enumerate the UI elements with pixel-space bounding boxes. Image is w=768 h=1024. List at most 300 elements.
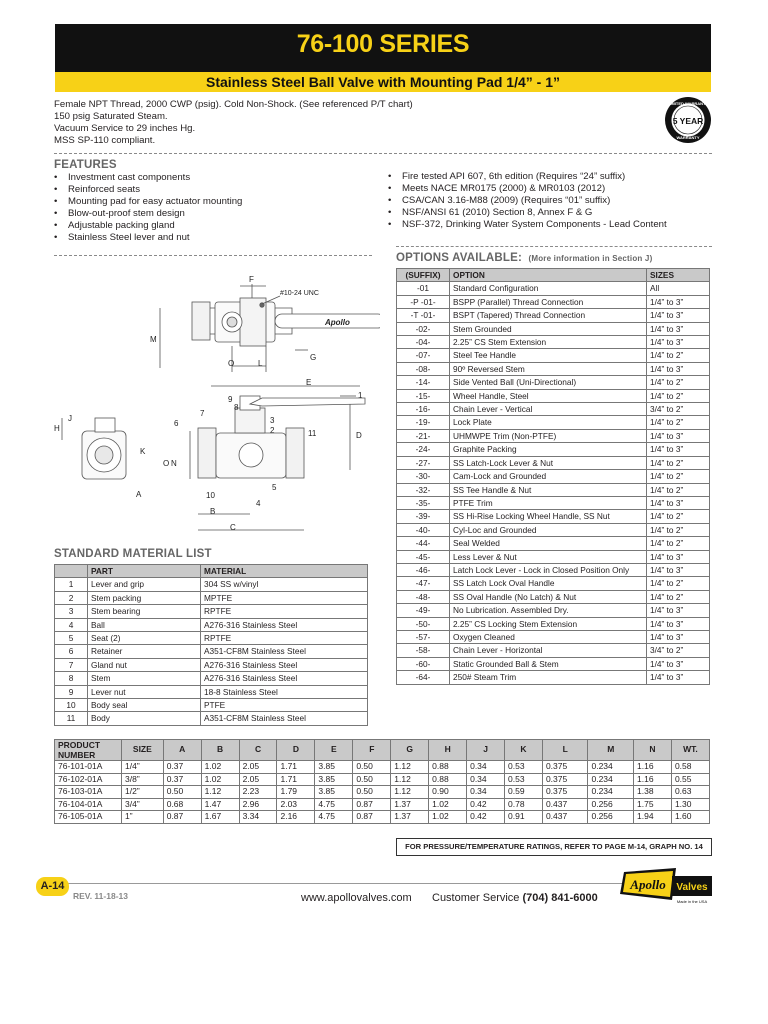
col-header: A (163, 740, 201, 761)
dimensions-header-row (55, 740, 710, 761)
option-cell: SS Latch-Lock Lever & Nut (450, 456, 647, 469)
sizes-cell: 1/4” to 2” (647, 456, 710, 469)
part-cell: Stem (88, 672, 201, 685)
dim-label-B: B (210, 507, 216, 516)
sizes-cell: 3/4” to 2” (647, 644, 710, 657)
list-item: • Fire tested API 607, 6th edition (Requires “24” suffix) (388, 171, 667, 183)
table-row (397, 282, 710, 295)
option-cell: UHMWPE Trim (Non-PTFE) (450, 429, 647, 442)
option-cell: Wheel Handle, Steel (450, 389, 647, 402)
sizes-cell: 1/4” to 2” (647, 510, 710, 523)
seal-bottom-text: WARRANTY (676, 135, 700, 140)
suffix-cell: -21- (397, 429, 450, 442)
material-cell: RPTFE (201, 605, 368, 618)
table-row (55, 672, 368, 685)
suffix-cell: -50- (397, 617, 450, 630)
sizes-cell: 1/4” to 2” (647, 483, 710, 496)
valve-front-view (198, 396, 365, 478)
dimension-cell: 1.02 (201, 761, 239, 774)
material-cell: A276-316 Stainless Steel (201, 658, 368, 671)
materials-table (54, 564, 368, 726)
sizes-cell: 1/4” to 3” (647, 443, 710, 456)
features-list-right (388, 171, 667, 231)
suffix-cell: -02- (397, 322, 450, 335)
suffix-cell: -07- (397, 349, 450, 362)
dimension-cell: 0.91 (505, 811, 543, 824)
part-number-cell: 11 (55, 712, 88, 725)
valve-side-view (82, 418, 126, 479)
col-header-material: MATERIAL (201, 565, 368, 578)
table-row (397, 429, 710, 442)
dimension-cell: 2.05 (239, 773, 277, 786)
sizes-cell: 1/4” to 3” (647, 671, 710, 684)
table-row (397, 349, 710, 362)
suffix-cell: -01 (397, 282, 450, 295)
dimension-cell: 0.42 (467, 811, 505, 824)
dimension-cell: 0.234 (588, 761, 634, 774)
sizes-cell: 1/4” to 3” (647, 563, 710, 576)
sizes-cell: 1/4” to 2” (647, 389, 710, 402)
part-cell: Body (88, 712, 201, 725)
table-row (55, 685, 368, 698)
dimension-cell: 0.34 (467, 786, 505, 799)
callout-1: 1 (358, 391, 363, 400)
dimension-cell: 3.34 (239, 811, 277, 824)
logo-suffix: Valves (676, 882, 708, 893)
sizes-cell: 1/4” to 2” (647, 523, 710, 536)
material-cell: A351-CF8M Stainless Steel (201, 645, 368, 658)
table-row (397, 416, 710, 429)
options-table-body (397, 282, 710, 684)
dim-label-D: D (356, 431, 362, 440)
dimension-cell: 0.256 (588, 798, 634, 811)
col-header: E (315, 740, 353, 761)
part-number-cell: 7 (55, 658, 88, 671)
sizes-cell: 1/4” to 3” (647, 295, 710, 308)
divider (54, 255, 372, 256)
suffix-cell: -30- (397, 470, 450, 483)
col-header: D (277, 740, 315, 761)
thread-label: #10-24 UNC (280, 290, 319, 297)
dimension-cell: 1.37 (391, 811, 429, 824)
material-cell: A351-CF8M Stainless Steel (201, 712, 368, 725)
table-row (397, 644, 710, 657)
dimension-cell: 1.60 (671, 811, 709, 824)
dimension-cell: 0.375 (542, 786, 588, 799)
callout-4: 4 (256, 499, 261, 508)
dimension-cell: 0.53 (505, 761, 543, 774)
sizes-cell: All (647, 282, 710, 295)
option-cell: 2.25” CS Locking Stem Extension (450, 617, 647, 630)
part-number-cell: 5 (55, 632, 88, 645)
dimension-cell: 1.12 (391, 761, 429, 774)
dim-label-O: O (228, 359, 235, 368)
col-header-num (55, 565, 88, 578)
table-row (397, 604, 710, 617)
options-title (396, 252, 652, 264)
material-cell: MPTFE (201, 591, 368, 604)
list-item: • Stainless Steel lever and nut (54, 232, 242, 244)
sizes-cell: 1/4” to 3” (647, 630, 710, 643)
dimension-cell: 2.05 (239, 761, 277, 774)
suffix-cell: -47- (397, 577, 450, 590)
logo-text: Apollo (630, 877, 666, 892)
features-title: FEATURES (54, 159, 117, 171)
option-cell: Oxygen Cleaned (450, 630, 647, 643)
material-cell: RPTFE (201, 632, 368, 645)
dimension-cell: 1/2” (122, 786, 164, 799)
revision-date: REV. 11-18-13 (73, 891, 128, 901)
option-cell: Less Lever & Nut (450, 550, 647, 563)
dimension-cell: 0.34 (467, 773, 505, 786)
divider (396, 246, 712, 247)
option-cell: SS Oval Handle (No Latch) & Nut (450, 590, 647, 603)
dimension-cell: 1/4” (122, 761, 164, 774)
col-header: N (634, 740, 672, 761)
option-cell: Side Vented Ball (Uni-Directional) (450, 376, 647, 389)
suffix-cell: -64- (397, 671, 450, 684)
list-item: • Adjustable packing gland (54, 220, 242, 232)
suffix-cell: -19- (397, 416, 450, 429)
col-header: L (542, 740, 588, 761)
suffix-cell: -58- (397, 644, 450, 657)
sizes-cell: 1/4” to 3” (647, 429, 710, 442)
dimension-cell: 0.87 (163, 811, 201, 824)
option-cell: BSPT (Tapered) Thread Connection (450, 309, 647, 322)
dimension-cell: 1.79 (277, 786, 315, 799)
dimension-cell: 1.71 (277, 773, 315, 786)
table-row (397, 617, 710, 630)
table-row (397, 295, 710, 308)
footer-divider (62, 883, 712, 884)
material-cell: 304 SS w/vinyl (201, 578, 368, 591)
sizes-cell: 1/4” to 3” (647, 496, 710, 509)
col-header: K (505, 740, 543, 761)
part-cell: Ball (88, 618, 201, 631)
part-number-cell: 2 (55, 591, 88, 604)
part-cell: Gland nut (88, 658, 201, 671)
suffix-cell: -16- (397, 403, 450, 416)
col-header-suffix: (SUFFIX) (397, 269, 450, 282)
table-row (55, 658, 368, 671)
sizes-cell: 1/4” to 3” (647, 322, 710, 335)
logo-tagline: Made in the USA (676, 899, 708, 904)
valve-top-view (192, 298, 380, 346)
table-row (55, 578, 368, 591)
sizes-cell: 1/4” to 3” (647, 309, 710, 322)
dimension-cell: 3/8” (122, 773, 164, 786)
suffix-cell: -08- (397, 362, 450, 375)
part-number-cell: 9 (55, 685, 88, 698)
table-row (397, 537, 710, 550)
dimension-cell: 2.96 (239, 798, 277, 811)
sizes-cell: 1/4” to 2” (647, 416, 710, 429)
callout-6: 6 (174, 419, 179, 428)
sizes-cell: 1/4” to 2” (647, 470, 710, 483)
dimension-cell: 0.88 (429, 773, 467, 786)
option-cell: Chain Lever - Horizontal (450, 644, 647, 657)
dim-label-A: A (136, 490, 142, 499)
dimension-cell: 1.12 (201, 786, 239, 799)
part-number-cell: 6 (55, 645, 88, 658)
suffix-cell: -T -01- (397, 309, 450, 322)
list-item: • NSF/ANSI 61 (2010) Section 8, Annex F & G (388, 207, 667, 219)
dimension-cell: 0.88 (429, 761, 467, 774)
table-row (55, 618, 368, 631)
features-list-left (54, 172, 242, 244)
dimension-cell: 0.37 (163, 761, 201, 774)
table-row (55, 605, 368, 618)
dimensions-table (54, 739, 710, 824)
suffix-cell: -24- (397, 443, 450, 456)
list-item: • NSF-372, Drinking Water System Components - Lead Content (388, 219, 667, 231)
col-header: B (201, 740, 239, 761)
warranty-seal-icon (664, 96, 712, 144)
customer-service (432, 892, 598, 904)
table-row (397, 671, 710, 684)
table-row (397, 456, 710, 469)
col-header: G (391, 740, 429, 761)
suffix-cell: -35- (397, 496, 450, 509)
sizes-cell: 1/4” to 2” (647, 590, 710, 603)
dim-label-N: N (171, 459, 177, 468)
table-row (397, 496, 710, 509)
option-cell: Seal Welded (450, 537, 647, 550)
suffix-cell: -14- (397, 376, 450, 389)
page-title: 76-100 SERIES (296, 30, 470, 58)
sizes-cell: 1/4” to 3” (647, 362, 710, 375)
option-cell: SS Hi-Rise Locking Wheel Handle, SS Nut (450, 510, 647, 523)
option-cell: Latch Lock Lever - Lock in Closed Position Only (450, 563, 647, 576)
callout-11: 11 (308, 429, 317, 438)
dimension-cell: 0.437 (542, 811, 588, 824)
dimension-cell: 0.256 (588, 811, 634, 824)
suffix-cell: -46- (397, 563, 450, 576)
option-cell: 2.25” CS Stem Extension (450, 336, 647, 349)
dimension-cell: 0.87 (353, 811, 391, 824)
dim-label-J: J (68, 414, 72, 423)
material-cell: PTFE (201, 699, 368, 712)
part-cell: Lever nut (88, 685, 201, 698)
table-row (55, 591, 368, 604)
callout-10: 10 (206, 491, 215, 500)
option-cell: BSPP (Parallel) Thread Connection (450, 295, 647, 308)
table-row (397, 523, 710, 536)
part-number-cell: 3 (55, 605, 88, 618)
part-number-cell: 10 (55, 699, 88, 712)
option-cell: 90º Reversed Stem (450, 362, 647, 375)
table-row (55, 761, 710, 774)
dimension-cell: 0.375 (542, 773, 588, 786)
option-cell: Stem Grounded (450, 322, 647, 335)
dimension-cell: 2.03 (277, 798, 315, 811)
table-row (55, 786, 710, 799)
suffix-cell: -45- (397, 550, 450, 563)
product-number-cell: 76-102-01A (55, 773, 122, 786)
list-item: • CSA/CAN 3.16-M88 (2009) (Requires “01” suffix) (388, 195, 667, 207)
dim-label-M: M (150, 335, 157, 344)
table-row (397, 389, 710, 402)
option-cell: Standard Configuration (450, 282, 647, 295)
phone-number: (704) 841-6000 (522, 892, 598, 904)
dimension-cell: 0.90 (429, 786, 467, 799)
dimension-cell: 1.30 (671, 798, 709, 811)
dimension-cell: 0.78 (505, 798, 543, 811)
part-cell: Retainer (88, 645, 201, 658)
product-number-cell: 76-101-01A (55, 761, 122, 774)
suffix-cell: -44- (397, 537, 450, 550)
dimension-cell: 0.42 (467, 798, 505, 811)
product-number-cell: 76-105-01A (55, 811, 122, 824)
col-header: M (588, 740, 634, 761)
intro-line: MSS SP-110 compliant. (54, 135, 156, 146)
dimension-cell: 1.71 (277, 761, 315, 774)
callout-9: 9 (228, 395, 233, 404)
table-row (397, 577, 710, 590)
dim-label-H: H (54, 424, 60, 433)
suffix-cell: -04- (397, 336, 450, 349)
product-number-cell: 76-103-01A (55, 786, 122, 799)
dimension-cell: 1.12 (391, 786, 429, 799)
dimension-cell: 0.68 (163, 798, 201, 811)
sizes-cell: 1/4” to 3” (647, 604, 710, 617)
materials-table-body (55, 578, 368, 725)
dimension-cell: 1.02 (201, 773, 239, 786)
table-row (397, 403, 710, 416)
material-cell: A276-316 Stainless Steel (201, 672, 368, 685)
dimension-cell: 0.58 (671, 761, 709, 774)
dim-label-F: F (249, 275, 254, 284)
dimension-cell: 2.16 (277, 811, 315, 824)
dimension-cell: 0.437 (542, 798, 588, 811)
list-item: • Mounting pad for easy actuator mounting (54, 196, 242, 208)
dimension-cell: 1.75 (634, 798, 672, 811)
dimension-cell: 1.02 (429, 798, 467, 811)
apollo-valves-logo (618, 866, 714, 906)
col-header: H (429, 740, 467, 761)
pt-rating-note: FOR PRESSURE/TEMPERATURE RATINGS, REFER TO PAGE M-14, GRAPH NO. 14 (396, 838, 712, 856)
option-cell: SS Latch Lock Oval Handle (450, 577, 647, 590)
table-row (397, 657, 710, 670)
col-header: WT. (671, 740, 709, 761)
diagram-brand-text: Apollo (325, 318, 350, 327)
suffix-cell: -P -01- (397, 295, 450, 308)
website-link[interactable]: www.apollovalves.com (301, 892, 412, 904)
list-item: • Reinforced seats (54, 184, 242, 196)
option-cell: Steel Tee Handle (450, 349, 647, 362)
suffix-cell: -27- (397, 456, 450, 469)
dimension-cell: 0.37 (163, 773, 201, 786)
list-item: • Investment cast components (54, 172, 242, 184)
table-row (397, 376, 710, 389)
product-number-cell: 76-104-01A (55, 798, 122, 811)
option-cell: Chain Lever - Vertical (450, 403, 647, 416)
sizes-cell: 1/4” to 3” (647, 657, 710, 670)
part-cell: Stem packing (88, 591, 201, 604)
part-number-cell: 8 (55, 672, 88, 685)
callout-7: 7 (200, 409, 205, 418)
option-cell: Static Grounded Ball & Stem (450, 657, 647, 670)
dimensions-table-body (55, 761, 710, 824)
seal-center-text: 5 YEAR (672, 116, 704, 126)
dimension-cell: 0.53 (505, 773, 543, 786)
sizes-cell: 1/4” to 2” (647, 376, 710, 389)
suffix-cell: -32- (397, 483, 450, 496)
options-title-note: (More information in Section J) (528, 254, 653, 263)
materials-title: STANDARD MATERIAL LIST (54, 548, 212, 560)
part-cell: Lever and grip (88, 578, 201, 591)
table-row (397, 443, 710, 456)
dimension-cell: 3/4” (122, 798, 164, 811)
dimension-cell: 0.375 (542, 761, 588, 774)
dimension-cell: 1.94 (634, 811, 672, 824)
material-cell: 18-8 Stainless Steel (201, 685, 368, 698)
sizes-cell: 1/4” to 3” (647, 550, 710, 563)
option-cell: 250# Steam Trim (450, 671, 647, 684)
sizes-cell: 1/4” to 2” (647, 349, 710, 362)
list-item: • Meets NACE MR0175 (2000) & MR0103 (2012) (388, 183, 667, 195)
seal-top-text: LIMITED WARRANTY (667, 101, 709, 106)
dimension-cell: 0.59 (505, 786, 543, 799)
option-cell: Lock Plate (450, 416, 647, 429)
callout-5: 5 (272, 483, 277, 492)
table-row (397, 470, 710, 483)
dimension-cell: 0.63 (671, 786, 709, 799)
dimension-cell: 0.55 (671, 773, 709, 786)
list-item: • Blow-out-proof stem design (54, 208, 242, 220)
col-header-part: PART (88, 565, 201, 578)
dim-label-O-front: O (163, 459, 170, 468)
dimension-cell: 3.85 (315, 786, 353, 799)
dimension-cell: 1.37 (391, 798, 429, 811)
dimension-cell: 2.23 (239, 786, 277, 799)
dimension-cell: 0.34 (467, 761, 505, 774)
col-header: SIZE (122, 740, 164, 761)
table-row (397, 322, 710, 335)
table-row (397, 550, 710, 563)
table-row (55, 645, 368, 658)
dimension-cell: 1.38 (634, 786, 672, 799)
suffix-cell: -48- (397, 590, 450, 603)
dimension-cell: 1.16 (634, 761, 672, 774)
sizes-cell: 3/4” to 2” (647, 403, 710, 416)
dimension-cell: 0.50 (353, 761, 391, 774)
dimension-cell: 0.50 (353, 773, 391, 786)
suffix-cell: -15- (397, 389, 450, 402)
col-header: C (239, 740, 277, 761)
dimension-cell: 1.47 (201, 798, 239, 811)
page-number-badge: A-14 (36, 877, 69, 896)
suffix-cell: -57- (397, 630, 450, 643)
option-cell: No Lubrication. Assembled Dry. (450, 604, 647, 617)
suffix-cell: -39- (397, 510, 450, 523)
suffix-cell: -40- (397, 523, 450, 536)
part-number-cell: 1 (55, 578, 88, 591)
col-header-sizes: SIZES (647, 269, 710, 282)
option-cell: Graphite Packing (450, 443, 647, 456)
dimension-cell: 0.87 (353, 798, 391, 811)
table-row (397, 590, 710, 603)
option-cell: SS Tee Handle & Nut (450, 483, 647, 496)
dimension-cell: 0.234 (588, 786, 634, 799)
dimension-cell: 1.12 (391, 773, 429, 786)
col-header: PRODUCT NUMBER (55, 740, 122, 761)
dimension-cell: 1” (122, 811, 164, 824)
intro-text (54, 99, 413, 147)
table-row (55, 811, 710, 824)
suffix-cell: -60- (397, 657, 450, 670)
dimension-cell: 0.50 (353, 786, 391, 799)
